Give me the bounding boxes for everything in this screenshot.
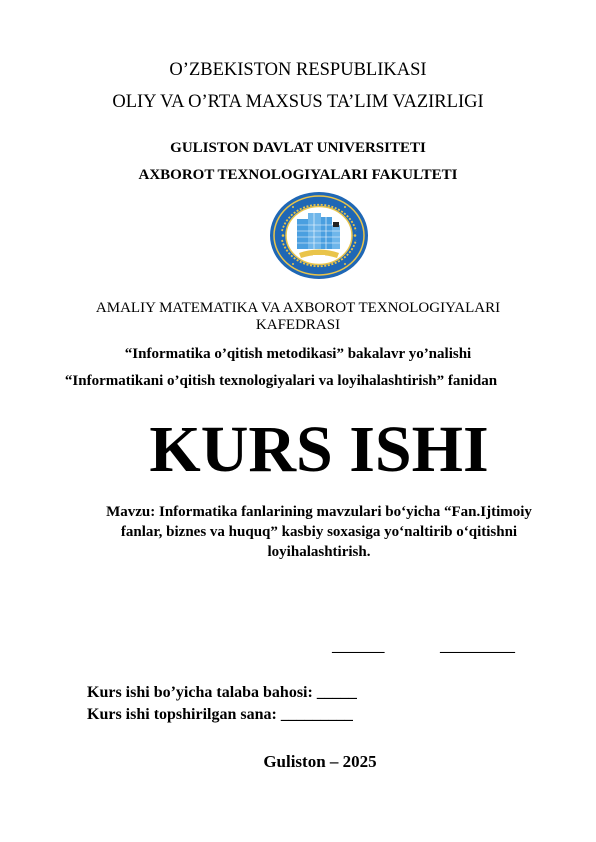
faculty-heading: AXBOROT TEXNOLOGIYALARI FAKULTETI [138,167,458,183]
grade-line: Kurs ishi bo’yicha talaba bahosi: _____ [87,684,357,701]
topic-line-1: Mavzu: Informatika fanlarining mavzulari bo‘yicha “Fan.Ijtimoiy [106,504,532,520]
department-line-2: KAFEDRASI [255,317,341,333]
submission-date-line: Kurs ishi topshirilgan sana: _________ [87,706,353,723]
program-line: “Informatika o’qitish metodikasi” bakalavr yo’nalishi [124,346,472,362]
university-seal-logo [269,191,369,280]
signature-blank-1: _______ [332,639,385,655]
subject-line: “Informatikani o’qitish texnologiyalari va loyihalashtirish” fanidan [64,373,498,389]
signature-blank-2: __________ [440,639,515,655]
ministry-heading: OLIY VA O’RTA MAXSUS TA’LIM VAZIRLIGI [112,92,484,112]
footer-city-year: Guliston – 2025 [263,752,377,771]
department-line-1: AMALIY MATEMATIKA VA AXBOROT TEXNOLOGIYALARI [95,300,501,316]
topic-line-3: loyihalashtirish. [267,544,371,560]
topic-line-2: fanlar, biznes va huquq” kasbiy soxasiga yo‘naltirib o‘qitishni [120,524,518,540]
republic-heading: O’ZBEKISTON RESPUBLIKASI [169,60,427,80]
document-title: KURS ISHI [149,413,489,486]
university-heading: GULISTON DAVLAT UNIVERSITETI [170,140,426,156]
topic-block [80,502,558,562]
